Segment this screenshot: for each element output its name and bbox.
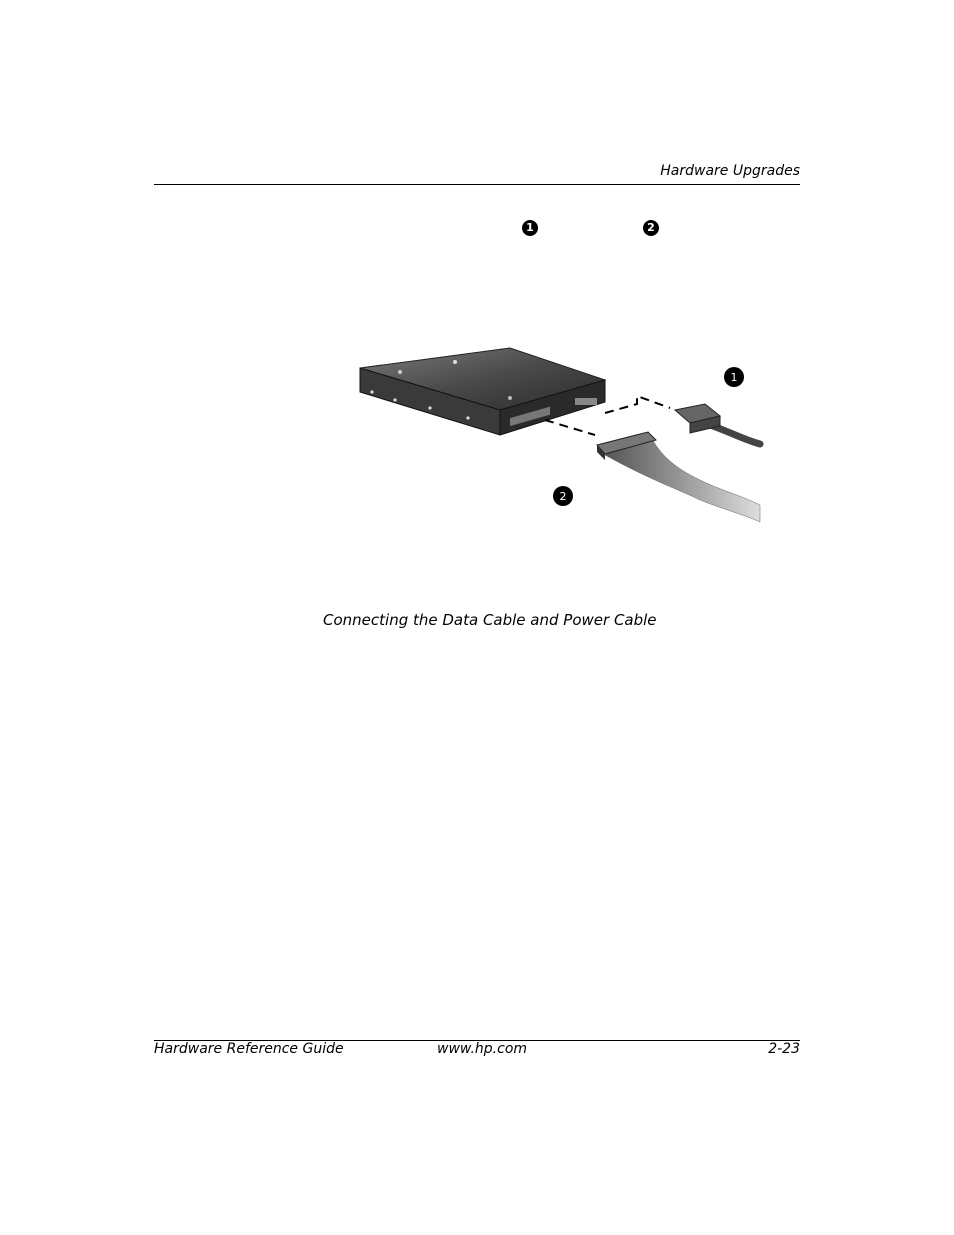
- callout-number-2: 2: [643, 220, 659, 236]
- footer-page-number: 2-23: [768, 1041, 800, 1057]
- data-guide-line: [545, 420, 595, 435]
- power-guide-line: [605, 396, 670, 413]
- running-header: Hardware Upgrades: [660, 163, 800, 179]
- header-divider: [154, 184, 800, 185]
- power-cable: [710, 425, 760, 444]
- footer-url: www.hp.com: [437, 1041, 528, 1057]
- figure-callout-2-label: 2: [559, 490, 567, 503]
- footer-guide-title: Hardware Reference Guide: [154, 1041, 344, 1057]
- hard-drive-illustration: [350, 340, 770, 540]
- callout-number-1: 1: [522, 220, 538, 236]
- figure-caption: Connecting the Data Cable and Power Cable: [323, 611, 657, 629]
- figure-callout-1-label: 1: [730, 371, 738, 384]
